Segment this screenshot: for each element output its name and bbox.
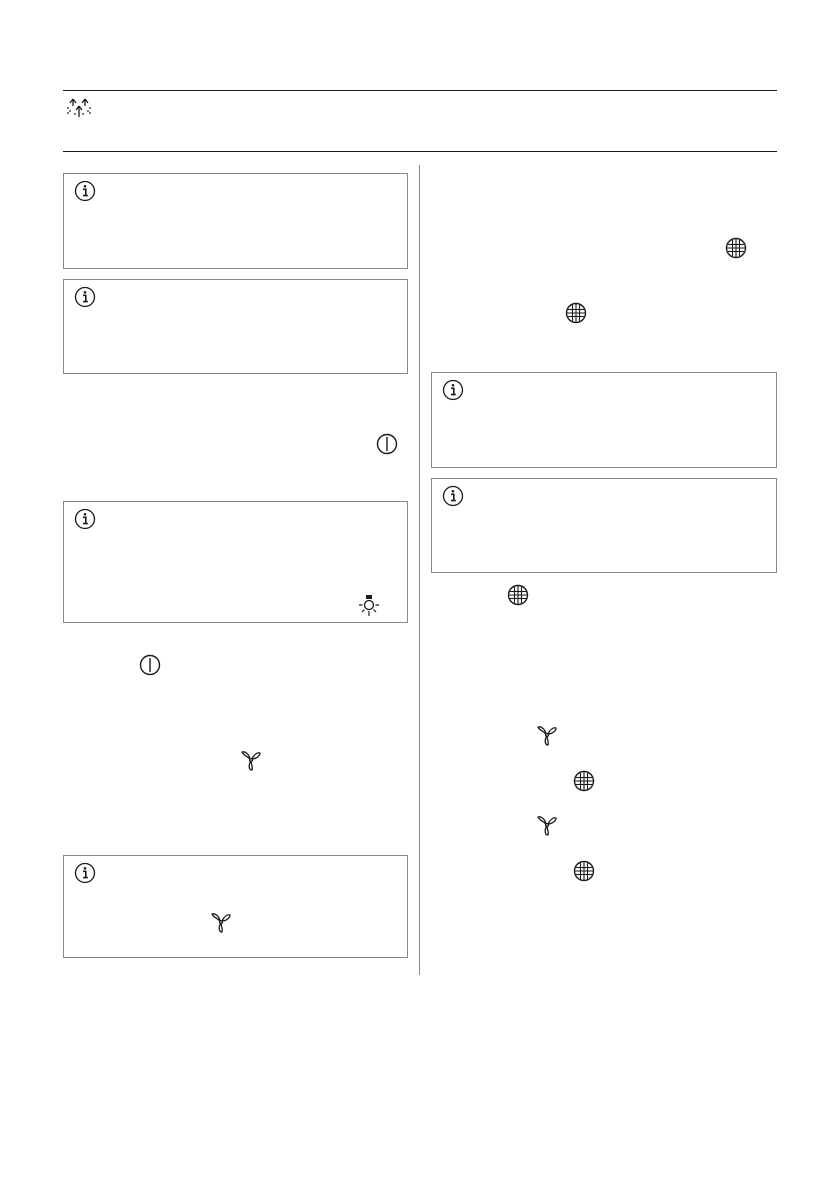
info-note-box xyxy=(63,173,408,269)
info-icon xyxy=(74,180,96,202)
fan-icon xyxy=(240,749,262,771)
power-icon xyxy=(376,433,398,455)
grease-filter-grid-icon xyxy=(573,770,595,792)
fan-icon xyxy=(536,724,558,746)
header-bottom-rule xyxy=(63,151,777,152)
info-icon xyxy=(74,508,96,530)
column-divider xyxy=(419,165,420,975)
grease-filter-grid-icon xyxy=(725,237,747,259)
fan-icon xyxy=(210,911,232,933)
info-icon xyxy=(442,379,464,401)
info-note-box xyxy=(431,478,777,573)
info-icon xyxy=(74,286,96,308)
fan-icon xyxy=(536,814,558,836)
info-note-box xyxy=(431,372,777,468)
grease-filter-grid-icon xyxy=(507,584,529,606)
grease-filter-grid-icon xyxy=(565,302,587,324)
info-icon xyxy=(74,862,96,884)
power-icon xyxy=(139,654,161,676)
header-top-rule xyxy=(63,90,777,91)
info-note-box xyxy=(63,279,408,374)
grease-filter-grid-icon xyxy=(573,860,595,882)
fine-particle-filter-icon xyxy=(65,96,93,120)
info-icon xyxy=(442,485,464,507)
info-note-box xyxy=(63,501,408,623)
info-note-box xyxy=(63,855,408,958)
light-bulb-icon xyxy=(358,594,380,618)
